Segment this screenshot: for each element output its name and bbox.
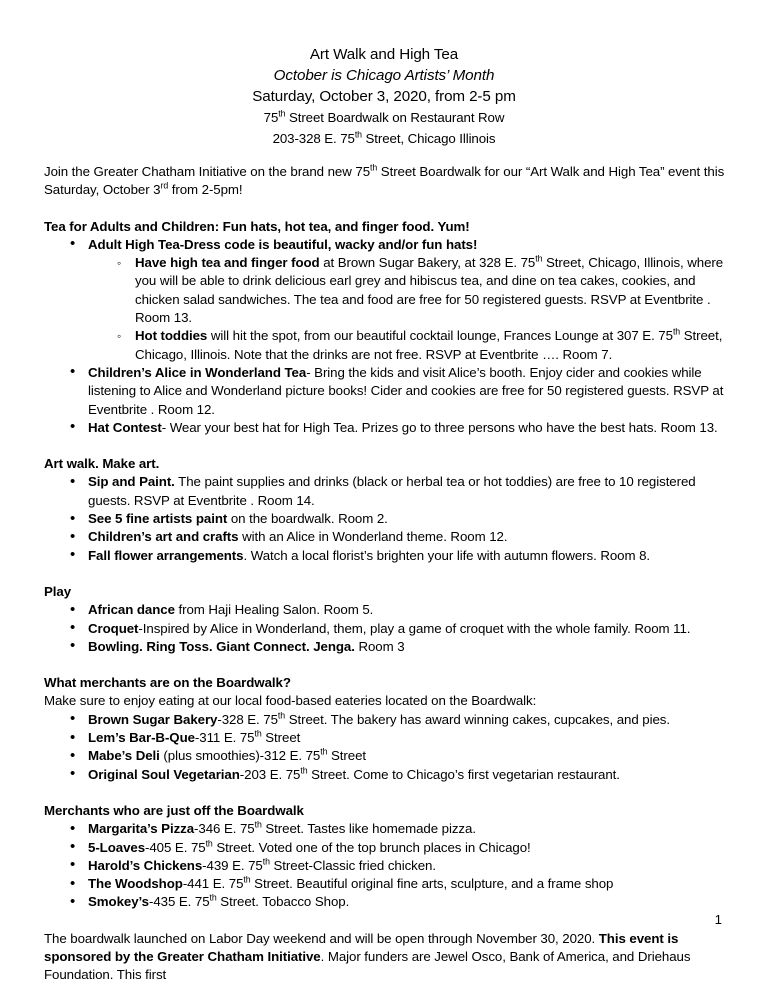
tea-sublist — [88, 254, 728, 364]
item-bold: Fall flower arrangements — [88, 547, 244, 563]
list-item — [44, 711, 728, 729]
merchant-name: 5-Loaves — [88, 839, 146, 855]
item-bold: Bowling. Ring Toss. Giant Connect. Jenga. — [88, 638, 355, 654]
merchant-rest-b: Street — [261, 730, 301, 746]
spacer — [44, 784, 728, 802]
list-item — [44, 893, 728, 911]
spacer — [44, 565, 728, 583]
merchant-rest-a: -405 E. 75 — [145, 839, 206, 855]
closing-paragraph — [44, 930, 728, 985]
intro-paragraph — [44, 163, 728, 200]
section-heading-offboardwalk-merchants: Merchants who are just off the Boardwalk — [44, 802, 304, 818]
item-bold: See 5 fine artists paint — [88, 511, 228, 527]
spacer — [44, 656, 728, 674]
intro-part2: Street Boardwalk for our “Art Walk and High Tea” event this Saturday, October 3 — [44, 164, 725, 198]
merchant-name: Original Soul Vegetarian — [88, 766, 240, 782]
list-item — [44, 638, 728, 656]
item-bold: African dance — [88, 602, 175, 618]
merchant-name: Smokey’s — [88, 894, 149, 910]
merchant-rest-b: Street. Voted one of the top brunch places in Chicago! — [212, 839, 531, 855]
item-rest: on the boardwalk. Room 2. — [227, 511, 388, 527]
subitem-rest-a: at Brown Sugar Bakery, at 328 E. 75 — [319, 255, 536, 271]
sub-list-item — [88, 254, 728, 327]
list-item — [44, 875, 728, 893]
spacer — [44, 200, 728, 218]
merchant-name: The Woodshop — [88, 876, 183, 892]
subitem-bold: Hot toddies — [135, 328, 208, 344]
merchant-rest-a: (plus smoothies)-312 E. 75 — [159, 748, 321, 764]
page-title: Art Walk and High Tea — [309, 46, 459, 63]
section-heading-artwalk: Art walk. Make art. — [44, 456, 160, 472]
item-rest: The paint supplies and drinks (black or herbal tea or hot toddies) are free to 10 registered guests. RSVP at Eventbrite . Room 14. — [88, 474, 696, 508]
closing-sponsor-bold: This event is sponsored by the Greater Chatham Initiative — [44, 930, 679, 964]
list-item — [44, 364, 728, 419]
subitem-bold: Have high tea and finger food — [135, 255, 320, 271]
merchant-ordinal: th — [205, 838, 213, 849]
artwalk-list — [44, 473, 728, 564]
merchant-rest-b: Street. Come to Chicago’s first vegetarian restaurant. — [307, 766, 620, 782]
venue-post: Street Boardwalk on Restaurant Row — [285, 110, 505, 125]
item-bold: Sip and Paint. — [88, 474, 175, 490]
intro-part1: Join the Greater Chatham Initiative on the brand new 75 — [44, 164, 371, 179]
list-item — [44, 620, 728, 638]
play-list — [44, 601, 728, 656]
item-bold: Adult High Tea-Dress code is beautiful, wacky and/or fun hats! — [88, 236, 478, 252]
address-pre: 203-328 E. 75 — [272, 131, 355, 146]
list-item — [44, 236, 728, 364]
list-item — [44, 820, 728, 838]
item-rest: Room 3 — [354, 638, 405, 654]
merchant-ordinal: th — [209, 892, 217, 903]
item-rest: - Wear your best hat for High Tea. Prizes go to three persons who have the best hats. Room 13. — [161, 419, 718, 435]
subitem-ordinal: th — [535, 253, 543, 264]
merchant-name: Harold’s Chickens — [88, 857, 203, 873]
intro-part3: from 2-5pm! — [168, 182, 243, 198]
merchant-ordinal: th — [320, 746, 328, 757]
list-item — [44, 747, 728, 765]
list-item — [44, 473, 728, 510]
spacer — [44, 437, 728, 455]
merchant-ordinal: th — [277, 710, 286, 721]
merchant-rest-a: -435 E. 75 — [148, 894, 210, 910]
sub-list-item — [88, 327, 728, 364]
list-item — [44, 839, 728, 857]
list-item — [44, 729, 728, 747]
item-rest: . Watch a local florist’s brighten your life with autumn flowers. Room 8. — [243, 547, 651, 563]
subitem-rest-b: Street, Chicago, Illinois. Note that the drinks are not free. RSVP at Eventbrite …. Room 7. — [135, 328, 723, 362]
section-heading-tea: Tea for Adults and Children: Fun hats, hot tea, and finger food. Yum! — [44, 218, 470, 234]
merchant-rest-b: Street. The bakery has award winning cakes, cupcakes, and pies. — [285, 711, 670, 727]
address-post: Street, Chicago Illinois — [361, 131, 496, 146]
merchant-ordinal: th — [262, 856, 270, 867]
merchant-rest-a: -346 E. 75 — [194, 821, 255, 837]
item-rest: - Bring the kids and visit Alice’s booth. Enjoy cider and cookies while listening to Alice and Wonderland picture books! Cider and cookies are free for 50 registered guests. RSVP at Eventbrite . Room 12. — [88, 364, 724, 417]
venue-ordinal-suffix: th — [278, 108, 286, 119]
merchant-rest-b: Street — [327, 748, 367, 764]
address-line — [0, 128, 768, 149]
item-rest: -Inspired by Alice in Wonderland, them, play a game of croquet with the whole family. Room 11. — [138, 620, 691, 636]
merchant-rest-a: -203 E. 75 — [239, 766, 301, 782]
merchant-rest-a: -311 E. 75 — [194, 730, 255, 746]
venue-line — [0, 107, 768, 128]
page-subtitle: October is Chicago Artists’ Month — [273, 67, 495, 84]
section-heading-play: Play — [44, 583, 72, 599]
closing-part2: . Major funders are Jewel Osco, Bank of America, and Driehaus Foundation. This first — [44, 948, 691, 983]
merchant-rest-a: -439 E. 75 — [202, 857, 263, 873]
subitem-rest-a: will hit the spot, from our beautiful cocktail lounge, Frances Lounge at 307 E. 75 — [207, 328, 673, 344]
merchant-rest-b: Street. Tastes like homemade pizza. — [261, 821, 476, 837]
offboardwalk-merchants-list — [44, 820, 728, 911]
boardwalk-merchants-intro: Make sure to enjoy eating at our local food-based eateries located on the Boardwalk: — [44, 693, 537, 709]
list-item — [44, 510, 728, 528]
subitem-rest-b: Street, Chicago, Illinois, where you will be able to drink delicious earl grey and hibiscus tea, and dine on tea cakes, cookies, and chicken salad sandwiches. The tea and food are free for 50 registered guests. RSVP at Eventbrite . Room 13. — [135, 255, 724, 326]
merchant-rest-b: Street-Classic fried chicken. — [269, 857, 436, 873]
tea-list — [44, 236, 728, 437]
item-rest: from Haji Healing Salon. Room 5. — [174, 602, 374, 618]
merchant-rest-a: -441 E. 75 — [182, 876, 244, 892]
merchant-name: Lem’s Bar-B-Que — [88, 730, 195, 746]
item-bold: Children’s Alice in Wonderland Tea — [88, 364, 307, 380]
list-item — [44, 601, 728, 619]
page-number: 1 — [714, 912, 722, 927]
merchant-ordinal: th — [243, 874, 251, 885]
item-rest: with an Alice in Wonderland theme. Room 12. — [238, 529, 508, 545]
item-bold: Children’s art and crafts — [88, 529, 239, 545]
section-heading-boardwalk-merchants: What merchants are on the Boardwalk? — [44, 675, 291, 691]
intro-ordinal-1: th — [370, 162, 378, 173]
merchant-ordinal: th — [300, 765, 308, 776]
merchant-name: Mabe’s Deli — [88, 748, 160, 764]
spacer — [44, 912, 728, 930]
item-bold: Croquet — [88, 620, 139, 636]
merchant-ordinal: th — [254, 819, 262, 830]
list-item — [44, 419, 728, 437]
subitem-ordinal: th — [672, 326, 681, 337]
event-date-line: Saturday, October 3, 2020, from 2-5 pm — [252, 88, 516, 105]
boardwalk-merchants-list — [44, 711, 728, 784]
address-ordinal-suffix: th — [354, 129, 362, 140]
merchant-ordinal: th — [254, 728, 262, 739]
closing-part1: The boardwalk launched on Labor Day weekend and will be open through November 30, 2020. — [44, 930, 599, 946]
merchant-rest-a: -328 E. 75 — [217, 711, 278, 727]
intro-ordinal-2: rd — [160, 180, 169, 191]
list-item — [44, 547, 728, 565]
merchant-name: Margarita’s Pizza — [88, 821, 195, 837]
document-header — [0, 0, 768, 149]
list-item — [44, 528, 728, 546]
venue-pre: 75 — [263, 110, 279, 125]
item-bold: Hat Contest — [88, 419, 162, 435]
document-body — [0, 163, 768, 985]
list-item — [44, 766, 728, 784]
list-item — [44, 857, 728, 875]
merchant-rest-b: Street. Beautiful original fine arts, sculpture, and a frame shop — [250, 876, 614, 892]
merchant-rest-b: Street. Tobacco Shop. — [216, 894, 350, 910]
merchant-name: Brown Sugar Bakery — [88, 711, 218, 727]
